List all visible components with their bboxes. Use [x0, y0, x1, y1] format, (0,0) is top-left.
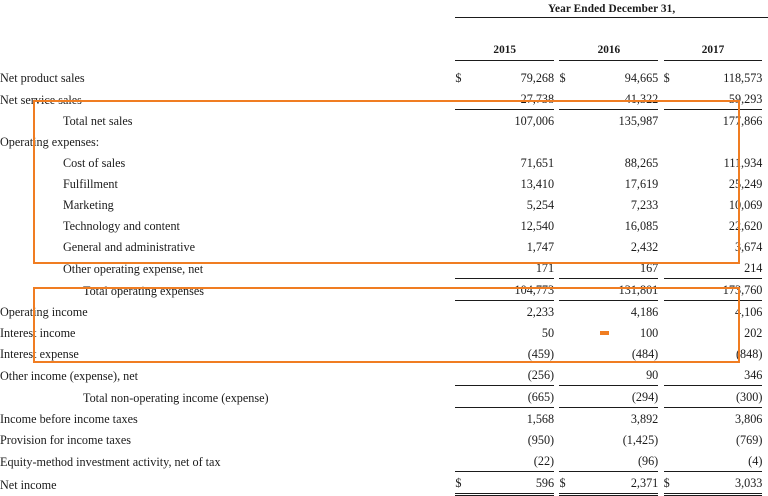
currency-symbol-2016 — [559, 88, 576, 110]
table-row — [0, 131, 768, 152]
row-label: General and administrative — [63, 240, 195, 254]
currency-symbol-2016 — [559, 322, 576, 343]
currency-symbol-2015 — [455, 194, 472, 215]
value-2016: 100 — [639, 326, 659, 340]
row-label: Cost of sales — [63, 156, 126, 170]
currency-symbol-2015 — [455, 173, 472, 194]
row-label: Other income (expense), net — [0, 368, 139, 383]
column-pad — [762, 429, 768, 450]
table-row — [0, 386, 768, 408]
value-2017: 173,760 — [681, 279, 763, 301]
value-2017: 111,934 — [723, 156, 763, 170]
currency-symbol-2015 — [455, 236, 472, 257]
table-row — [0, 472, 768, 495]
currency-symbol-2015 — [455, 152, 472, 173]
currency-symbol-2015 — [455, 343, 472, 364]
row-label: Fulfillment — [63, 177, 118, 191]
currency-symbol-2015 — [455, 301, 472, 323]
value-2015: 71,651 — [520, 156, 555, 170]
value-2016: 90 — [577, 364, 659, 386]
table-row — [0, 88, 768, 110]
table-row — [0, 364, 768, 386]
header-blank-label — [0, 0, 449, 18]
value-2017 — [681, 131, 763, 152]
currency-symbol-2017 — [664, 173, 681, 194]
column-pad — [762, 67, 768, 88]
currency-symbol-2016 — [559, 194, 576, 215]
column-pad — [762, 236, 768, 257]
value-2015: 27,738 — [473, 88, 555, 110]
table-row — [0, 194, 768, 215]
column-pad — [762, 152, 768, 173]
value-2017: 22,620 — [728, 219, 763, 233]
value-2016: (484) — [631, 347, 659, 361]
table-row — [0, 450, 768, 472]
value-2015: (665) — [473, 386, 555, 408]
row-label: Other operating expense, net — [63, 261, 204, 276]
value-2015: 104,773 — [473, 279, 555, 301]
header-period-row — [0, 0, 768, 18]
row-label: Net income — [0, 477, 57, 492]
table-row — [0, 236, 768, 257]
column-pad — [762, 279, 768, 301]
currency-symbol-2016: $ — [559, 472, 576, 495]
row-label: Provision for income taxes — [0, 433, 131, 447]
value-2016: 7,233 — [630, 198, 659, 212]
value-2016: 135,987 — [618, 114, 659, 128]
value-2015: (22) — [473, 450, 555, 472]
value-2017: 59,293 — [681, 88, 763, 110]
currency-symbol-2015 — [455, 88, 472, 110]
currency-symbol-2017 — [664, 386, 681, 408]
table-header — [0, 0, 768, 67]
currency-symbol-2017 — [664, 215, 681, 236]
currency-symbol-2015 — [455, 429, 472, 450]
value-2015: 12,540 — [520, 219, 555, 233]
currency-symbol-2016 — [559, 152, 576, 173]
currency-symbol-2015 — [455, 450, 472, 472]
currency-symbol-2017: $ — [664, 472, 681, 495]
value-2015: 13,410 — [520, 177, 555, 191]
currency-symbol-2017 — [664, 279, 681, 301]
column-pad — [762, 88, 768, 110]
column-pad — [762, 386, 768, 408]
column-pad — [762, 408, 768, 430]
currency-symbol-2015 — [455, 386, 472, 408]
value-2017: (769) — [735, 433, 763, 447]
value-2017: (300) — [681, 386, 763, 408]
value-2015: 1,568 — [526, 412, 555, 426]
currency-symbol-2016 — [559, 173, 576, 194]
value-2017: 3,674 — [734, 240, 763, 254]
value-2015: (459) — [527, 347, 555, 361]
row-label: Marketing — [63, 198, 114, 212]
column-pad — [762, 364, 768, 386]
value-2015: 171 — [473, 257, 555, 279]
value-2017: 10,069 — [728, 198, 763, 212]
row-label: Income before income taxes — [0, 412, 138, 426]
currency-symbol-2016 — [559, 131, 576, 152]
currency-symbol-2017 — [664, 152, 681, 173]
value-2017: 177,866 — [722, 114, 763, 128]
value-2016: 4,186 — [630, 305, 659, 319]
currency-symbol-2016 — [559, 279, 576, 301]
value-2017: 3,033 — [681, 472, 763, 495]
value-2015: (256) — [473, 364, 555, 386]
value-2016: 88,265 — [624, 156, 659, 170]
table-body — [0, 67, 768, 495]
currency-symbol-2017 — [664, 110, 681, 132]
currency-symbol-2016 — [559, 215, 576, 236]
value-2015: 596 — [473, 472, 555, 495]
value-2015: 79,268 — [520, 71, 555, 85]
header-top-rule — [455, 18, 768, 40]
currency-symbol-2017 — [664, 194, 681, 215]
table-row — [0, 301, 768, 323]
row-label: Total operating expenses — [83, 283, 204, 298]
currency-symbol-2017: $ — [663, 71, 670, 85]
currency-symbol-2015 — [455, 215, 472, 236]
value-2015: 50 — [541, 326, 555, 340]
table-row — [0, 322, 768, 343]
column-pad — [762, 173, 768, 194]
currency-symbol-2016: $ — [559, 71, 566, 85]
currency-symbol-2015: $ — [455, 472, 472, 495]
currency-symbol-2016 — [559, 343, 576, 364]
table-row — [0, 152, 768, 173]
value-2017: 346 — [681, 364, 763, 386]
value-2016: 2,371 — [577, 472, 659, 495]
currency-symbol-2017 — [664, 301, 681, 323]
year-blank-label — [0, 39, 449, 61]
table-row — [0, 257, 768, 279]
currency-symbol-2016 — [559, 257, 576, 279]
currency-symbol-2015 — [455, 110, 472, 132]
table-row — [0, 173, 768, 194]
value-2016: 131,801 — [577, 279, 659, 301]
table-row — [0, 343, 768, 364]
value-2016: 41,322 — [577, 88, 659, 110]
value-2016: 17,619 — [624, 177, 659, 191]
currency-symbol-2015: $ — [455, 71, 462, 85]
table-row — [0, 279, 768, 301]
currency-symbol-2017 — [664, 429, 681, 450]
currency-symbol-2015 — [455, 408, 472, 430]
table-row — [0, 408, 768, 430]
value-2015 — [473, 131, 555, 152]
value-2017: 4,106 — [734, 305, 763, 319]
row-label: Interest expense — [0, 347, 79, 361]
column-pad — [762, 257, 768, 279]
value-2017: 202 — [744, 326, 763, 340]
currency-symbol-2017 — [664, 408, 681, 430]
value-2017: 118,573 — [723, 71, 763, 85]
header-year-row — [0, 39, 768, 61]
currency-symbol-2015 — [455, 364, 472, 386]
value-2017: 3,806 — [734, 412, 763, 426]
row-label: Technology and content — [63, 219, 180, 233]
currency-symbol-2015 — [455, 322, 472, 343]
period-span-label: Year Ended December 31, — [547, 3, 676, 15]
value-2016: 94,665 — [624, 71, 659, 85]
value-2015: 1,747 — [526, 240, 555, 254]
currency-symbol-2016 — [559, 450, 576, 472]
currency-symbol-2017 — [664, 131, 681, 152]
column-pad — [762, 110, 768, 132]
column-header-2017: 2017 — [664, 39, 763, 61]
row-label: Equity-method investment activity, net of tax — [0, 454, 221, 469]
value-2017: 25,249 — [728, 177, 763, 191]
column-header-2016: 2016 — [559, 39, 658, 61]
currency-symbol-2016 — [559, 364, 576, 386]
value-2017: (848) — [735, 347, 763, 361]
value-2016: 2,432 — [630, 240, 659, 254]
table-row — [0, 110, 768, 132]
column-pad — [762, 215, 768, 236]
currency-symbol-2015 — [455, 279, 472, 301]
table-row — [0, 215, 768, 236]
currency-symbol-2016 — [559, 429, 576, 450]
year-pad-3 — [762, 39, 768, 61]
value-2016: 167 — [577, 257, 659, 279]
header-top-rule-row — [0, 18, 768, 40]
column-pad — [762, 194, 768, 215]
value-2017: (4) — [681, 450, 763, 472]
currency-symbol-2016 — [559, 236, 576, 257]
value-2016: 3,892 — [630, 412, 659, 426]
value-2016: (96) — [577, 450, 659, 472]
column-pad — [762, 450, 768, 472]
value-2015: 5,254 — [526, 198, 555, 212]
currency-symbol-2015 — [455, 131, 472, 152]
currency-symbol-2017 — [664, 257, 681, 279]
value-2015: 2,233 — [526, 305, 555, 319]
table-row — [0, 67, 768, 88]
value-2016: (1,425) — [622, 433, 659, 447]
currency-symbol-2017 — [664, 364, 681, 386]
column-pad — [762, 472, 768, 495]
rule-blank-label — [0, 18, 449, 40]
column-pad — [762, 343, 768, 364]
column-header-2015: 2015 — [455, 39, 554, 61]
column-pad — [762, 131, 768, 152]
column-pad — [762, 301, 768, 323]
row-label: Operating income — [0, 305, 88, 319]
currency-symbol-2016 — [559, 386, 576, 408]
value-2015: (950) — [527, 433, 555, 447]
value-2017: 214 — [681, 257, 763, 279]
row-label: Net service sales — [0, 92, 82, 107]
table-row — [0, 429, 768, 450]
row-label: Net product sales — [0, 71, 85, 85]
currency-symbol-2015 — [455, 257, 472, 279]
currency-symbol-2017 — [664, 343, 681, 364]
value-2016: 16,085 — [624, 219, 659, 233]
currency-symbol-2016 — [559, 301, 576, 323]
row-label: Interest income — [0, 326, 76, 340]
value-2016: (294) — [577, 386, 659, 408]
currency-symbol-2016 — [559, 110, 576, 132]
row-label: Operating expenses: — [0, 135, 100, 149]
currency-symbol-2017 — [664, 236, 681, 257]
column-pad — [762, 322, 768, 343]
currency-symbol-2016 — [559, 408, 576, 430]
value-2016 — [577, 131, 659, 152]
row-label: Total net sales — [63, 114, 133, 128]
currency-symbol-2017 — [664, 322, 681, 343]
currency-symbol-2017 — [664, 88, 681, 110]
currency-symbol-2017 — [664, 450, 681, 472]
value-2015: 107,006 — [514, 114, 555, 128]
row-label: Total non-operating income (expense) — [83, 390, 269, 405]
